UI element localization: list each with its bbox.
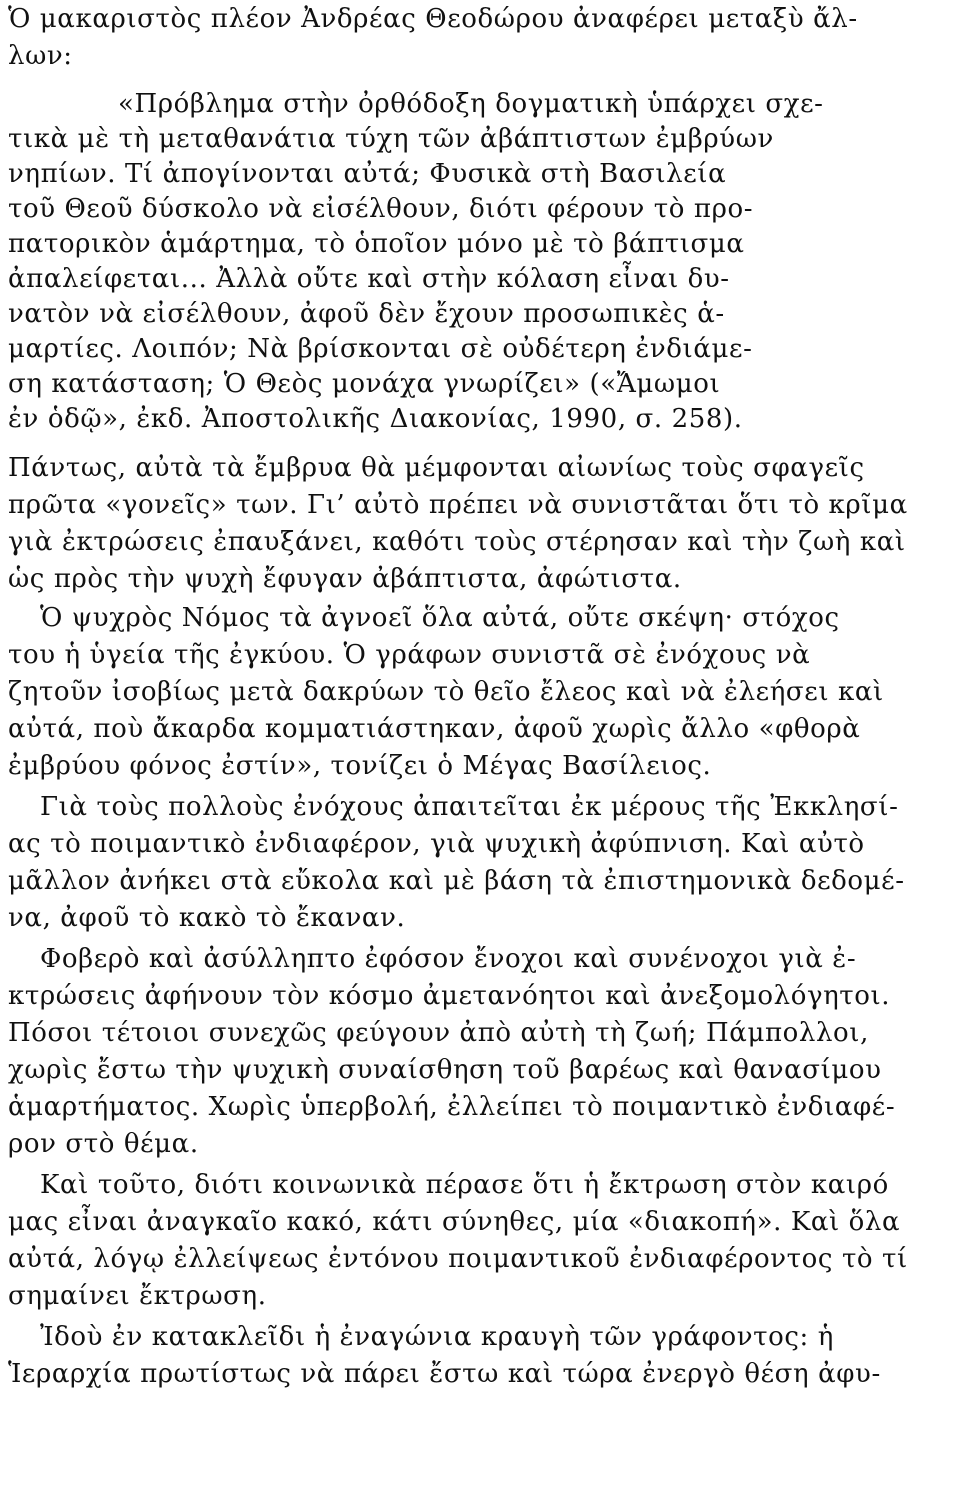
text-line: γιὰ ἐκτρώσεις ἐπαυξάνει, καθότι τοὺς στέρησαν καὶ τὴν ζωὴ καὶ	[8, 527, 906, 557]
text-line: ἐμβρύου φόνος ἐστίν», τονίζει ὁ Μέγας Βασίλειος.	[8, 751, 712, 781]
text-line: αὐτά, ποὺ ἄκαρδα κομματιάστηκαν, ἀφοῦ χωρὶς ἄλλο «φθορὰ	[8, 714, 861, 744]
text-line: Ἱεραρχία πρωτίστως νὰ πάρει ἔστω καὶ τώρα ἐνεργὸ θέση ἀφυ-	[8, 1359, 881, 1389]
text-line: του ἡ ὑγεία τῆς ἐγκύου. Ὁ γράφων συνιστᾶ σὲ ἐνόχους νὰ	[8, 640, 811, 670]
text-line: αὐτά, λόγῳ ἐλλείψεως ἐντόνου ποιμαντικοῦ ἐνδιαφέροντος τὸ τί	[8, 1244, 908, 1274]
text-line: Ὁ ψυχρὸς Νόμος τὰ ἀγνοεῖ ὅλα αὐτά, οὔτε σκέψη· στόχος	[40, 603, 840, 633]
quote-line: ἀπαλείφεται... Ἀλλὰ οὔτε καὶ στὴν κόλαση εἶναι δυ-	[8, 264, 730, 294]
text-line: Ἰδοὺ ἐν κατακλεῖδι ἡ ἐναγώνια κραυγὴ τῶν γράφοντος: ἡ	[40, 1322, 834, 1352]
text-line: λων:	[8, 41, 73, 71]
quote-line: τικὰ μὲ τὴ μεταθανάτια τύχη τῶν ἀβάπτιστων ἐμβρύων	[8, 124, 774, 154]
text-line: σημαίνει ἔκτρωση.	[8, 1281, 267, 1311]
quote-line: ση κατάσταση; Ὁ Θεὸς μονάχα γνωρίζει» («Ἄμωμοι	[8, 369, 721, 399]
quote-line: πατορικὸν ἁμάρτημα, τὸ ὁποῖον μόνο μὲ τὸ βάπτισμα	[8, 229, 745, 259]
text-line: ζητοῦν ἰσοβίως μετὰ δακρύων τὸ θεῖο ἔλεος καὶ νὰ ἐλεήσει καὶ	[8, 677, 884, 707]
text-line: μᾶλλον ἀνήκει στὰ εὔκολα καὶ μὲ βάση τὰ ἐπιστημονικὰ δεδομέ-	[8, 866, 905, 896]
text-line: Πάντως, αὐτὰ τὰ ἔμβρυα θὰ μέμφονται αἰωνίως τοὺς σφαγεῖς	[8, 453, 865, 483]
text-line: Ὁ μακαριστὸς πλέον Ἀνδρέας Θεοδώρου ἀναφέρει μεταξὺ ἄλ-	[8, 4, 858, 34]
text-line: πρῶτα «γονεῖς» των. Γι’ αὐτὸ πρέπει νὰ συνιστᾶται ὅτι τὸ κρῖμα	[8, 490, 908, 520]
text-line: να, ἀφοῦ τὸ κακὸ τὸ ἔκαναν.	[8, 903, 406, 933]
quote-line: τοῦ Θεοῦ δύσκολο νὰ εἰσέλθουν, διότι φέρουν τὸ προ-	[8, 194, 754, 224]
text-line: Καὶ τοῦτο, διότι κοινωνικὰ πέρασε ὅτι ἡ ἔκτρωση στὸν καιρό	[40, 1170, 889, 1200]
quote-line: νατὸν νὰ εἰσέλθουν, ἀφοῦ δὲν ἔχουν προσωπικὲς ἁ-	[8, 299, 725, 329]
text-line: χωρὶς ἔστω τὴν ψυχικὴ συναίσθηση τοῦ βαρέως καὶ θανασίμου	[8, 1055, 882, 1085]
text-line: Πόσοι τέτοιοι συνεχῶς φεύγουν ἀπὸ αὐτὴ τὴ ζωή; Πάμπολλοι,	[8, 1018, 869, 1048]
text-line: μας εἶναι ἀναγκαῖο κακό, κάτι σύνηθες, μία «διακοπή». Καὶ ὅλα	[8, 1207, 901, 1237]
text-line: Γιὰ τοὺς πολλοὺς ἐνόχους ἀπαιτεῖται ἐκ μέρους τῆς Ἐκκλησί-	[40, 792, 899, 822]
text-line: ας τὸ ποιμαντικὸ ἐνδιαφέρον, γιὰ ψυχικὴ ἀφύπνιση. Καὶ αὐτὸ	[8, 829, 865, 859]
text-line: ἁμαρτήματος. Χωρὶς ὑπερβολή, ἐλλείπει τὸ ποιμαντικὸ ἐνδιαφέ-	[8, 1092, 896, 1122]
text-line: ὡς πρὸς τὴν ψυχὴ ἔφυγαν ἀβάπτιστα, ἀφώτιστα.	[8, 564, 682, 594]
quote-line: μαρτίες. Λοιπόν; Νὰ βρίσκονται σὲ οὐδέτερη ἐνδιάμε-	[8, 334, 753, 364]
quote-line: ἐν ὁδῷ», ἐκδ. Ἀποστολικῆς Διακονίας, 1990, σ. 258).	[8, 404, 743, 434]
text-line: Φοβερὸ καὶ ἀσύλληπτο ἐφόσον ἔνοχοι καὶ συνένοχοι γιὰ ἐ-	[40, 944, 857, 974]
text-line: ρον στὸ θέμα.	[8, 1129, 199, 1159]
quote-line: νηπίων. Τί ἀπογίνονται αὐτά; Φυσικὰ στὴ Βασιλεία	[8, 159, 727, 189]
text-line: κτρώσεις ἀφήνουν τὸν κόσμο ἀμετανόητοι καὶ ἀνεξομολόγητοι.	[8, 981, 891, 1011]
quote-line: «Πρόβλημα στὴν ὀρθόδοξη δογματικὴ ὑπάρχει σχε-	[118, 89, 824, 119]
